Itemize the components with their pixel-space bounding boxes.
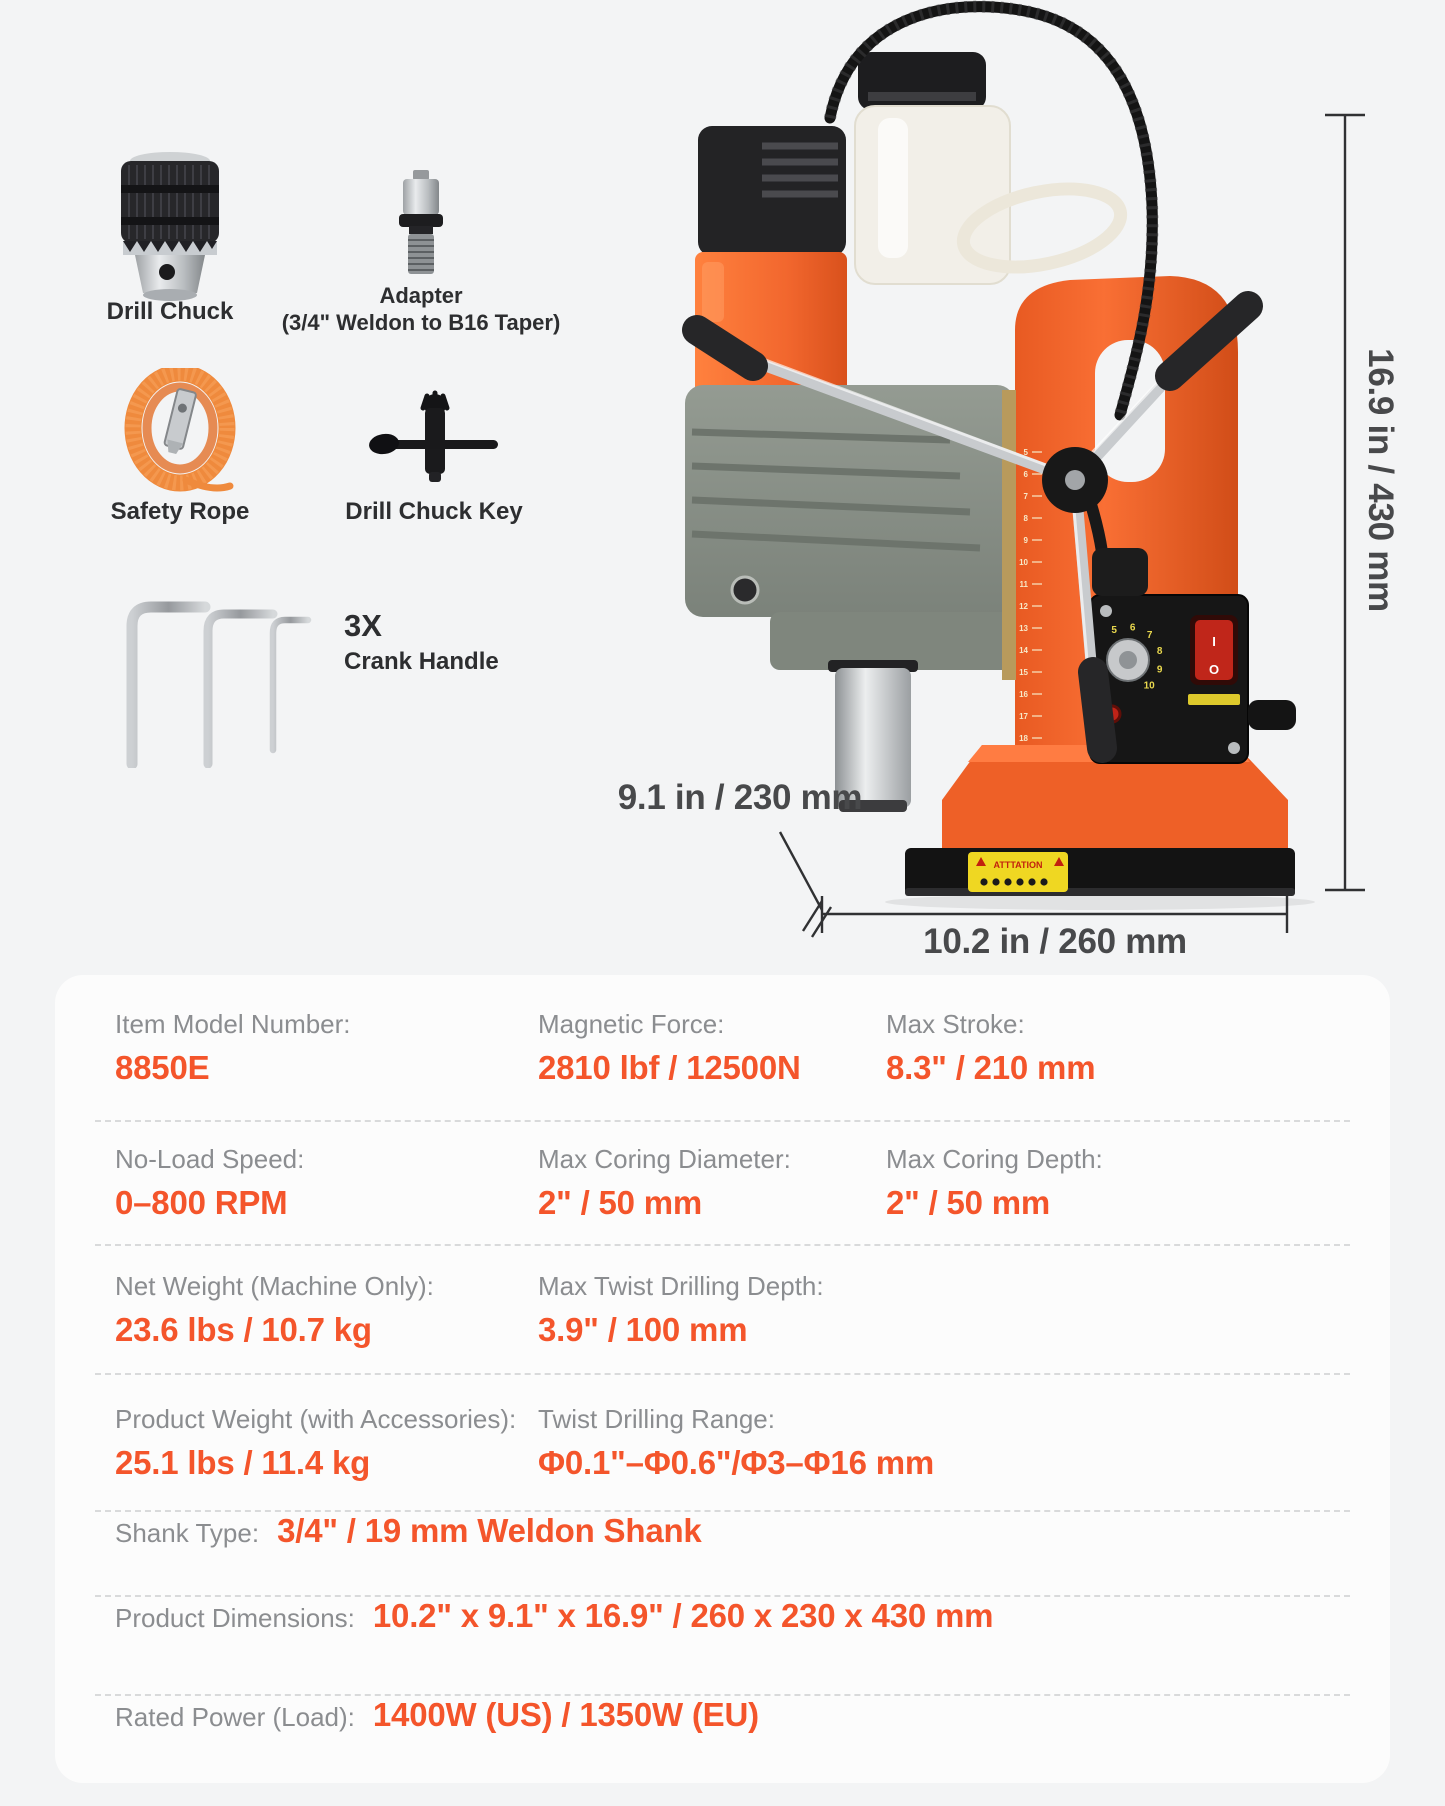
safety-rope-label: Safety Rope bbox=[110, 498, 250, 525]
spec-card bbox=[55, 975, 1390, 1783]
crank-handle-image bbox=[112, 578, 312, 768]
svg-text:12: 12 bbox=[1019, 602, 1028, 611]
width-dimension-label: 10.2 in / 260 mm bbox=[923, 922, 1187, 961]
spec-value: Φ0.1"–Φ0.6"/Φ3–Φ16 mm bbox=[538, 1443, 934, 1481]
spec-value: 1400W (US) / 1350W (EU) bbox=[372, 1696, 759, 1733]
spec-row-rated-power bbox=[55, 1696, 1390, 1781]
svg-text:13: 13 bbox=[1019, 624, 1028, 633]
spec-label: Product Dimensions: bbox=[115, 1603, 355, 1633]
spec-value: 3.9" / 100 mm bbox=[538, 1310, 748, 1348]
spec-product-weight bbox=[115, 1404, 538, 1482]
spec-label: Rated Power (Load): bbox=[115, 1702, 355, 1732]
crank-handle-qty: 3X bbox=[344, 608, 382, 643]
switch-on-mark: I bbox=[1212, 634, 1216, 649]
spec-row-2 bbox=[55, 1122, 1390, 1244]
depth-dimension-label: 9.1 in / 230 mm bbox=[617, 778, 863, 817]
spec-value: 3/4" / 19 mm Weldon Shank bbox=[277, 1512, 702, 1549]
svg-text:16: 16 bbox=[1019, 690, 1028, 699]
spec-label: Max Stroke: bbox=[886, 1008, 1025, 1039]
warning-sticker bbox=[968, 852, 1068, 892]
svg-text:18: 18 bbox=[1019, 734, 1028, 743]
spec-label: Magnetic Force: bbox=[538, 1008, 725, 1039]
spec-magnetic-force bbox=[538, 1009, 886, 1087]
spec-label: Max Coring Depth: bbox=[886, 1144, 1103, 1174]
spec-value: 10.2" x 9.1" x 16.9" / 260 x 230 x 430 mm bbox=[372, 1597, 994, 1634]
svg-text:5: 5 bbox=[1111, 625, 1117, 637]
spec-twist-drilling-range bbox=[538, 1404, 1345, 1482]
adapter-label: Adapter bbox=[379, 283, 463, 308]
spec-item-model-number bbox=[115, 1009, 538, 1087]
spec-value: 8.3" / 210 mm bbox=[886, 1048, 1096, 1086]
spec-row-3 bbox=[55, 1246, 1390, 1373]
spec-label: Product Weight (with Accessories): bbox=[115, 1403, 517, 1434]
spec-row-product-dimensions bbox=[55, 1597, 1390, 1694]
spec-value: 2" / 50 mm bbox=[886, 1184, 1051, 1221]
spec-row-4 bbox=[55, 1375, 1390, 1510]
spec-max-twist-drilling-depth bbox=[538, 1271, 1345, 1349]
svg-text:5: 5 bbox=[1023, 448, 1028, 457]
spec-max-stroke bbox=[886, 1009, 1345, 1087]
spec-value: 8850E bbox=[115, 1048, 210, 1086]
spec-no-load-speed bbox=[115, 1144, 538, 1222]
svg-text:6: 6 bbox=[1023, 470, 1028, 479]
spec-label: Shank Type: bbox=[115, 1518, 260, 1548]
spec-value: 23.6 lbs / 10.7 kg bbox=[115, 1310, 372, 1348]
safety-rope-image bbox=[124, 368, 240, 496]
drill-chuck-image bbox=[105, 145, 235, 305]
svg-text:ATTTATION: ATTTATION bbox=[993, 860, 1043, 870]
height-dimension-label: 16.9 in / 430 mm bbox=[1361, 348, 1400, 612]
svg-text:7: 7 bbox=[1146, 630, 1153, 642]
crank-handle-label: Crank Handle bbox=[344, 648, 499, 675]
magnetic-drill-image bbox=[650, 0, 1310, 910]
spec-max-coring-depth bbox=[886, 1144, 1345, 1222]
svg-text:8: 8 bbox=[1023, 514, 1028, 523]
svg-text:9: 9 bbox=[1023, 536, 1028, 545]
spec-value: 2810 lbf / 12500N bbox=[538, 1048, 801, 1086]
svg-text:15: 15 bbox=[1019, 668, 1028, 677]
svg-text:11: 11 bbox=[1019, 580, 1028, 589]
adapter-image bbox=[393, 170, 449, 280]
svg-text:9: 9 bbox=[1156, 664, 1163, 676]
spec-value: 0–800 RPM bbox=[115, 1184, 288, 1221]
drill-chuck-label: Drill Chuck bbox=[106, 298, 234, 325]
spec-net-weight bbox=[115, 1271, 538, 1349]
drill-chuck-key-image bbox=[368, 388, 500, 488]
spec-row-shank-type bbox=[55, 1512, 1390, 1595]
spec-label: Twist Drilling Range: bbox=[538, 1403, 775, 1434]
svg-text:17: 17 bbox=[1019, 712, 1028, 721]
svg-text:14: 14 bbox=[1019, 646, 1028, 655]
spec-row-1 bbox=[55, 975, 1390, 1120]
svg-text:7: 7 bbox=[1023, 492, 1028, 501]
svg-text:6: 6 bbox=[1129, 622, 1136, 634]
spec-label: Item Model Number: bbox=[115, 1008, 351, 1039]
spec-label: Max Coring Diameter: bbox=[538, 1144, 791, 1174]
switch-off-mark: O bbox=[1208, 662, 1220, 677]
drill-chuck-key-label: Drill Chuck Key bbox=[345, 498, 523, 525]
spec-label: No-Load Speed: bbox=[115, 1144, 305, 1174]
svg-text:10: 10 bbox=[1019, 558, 1028, 567]
spec-value: 25.1 lbs / 11.4 kg bbox=[115, 1443, 371, 1481]
svg-text:10: 10 bbox=[1143, 680, 1155, 692]
spec-max-coring-diameter bbox=[538, 1144, 886, 1222]
svg-text:8: 8 bbox=[1156, 645, 1163, 657]
adapter-sublabel: (3/4" Weldon to B16 Taper) bbox=[281, 310, 561, 335]
spec-value: 2" / 50 mm bbox=[538, 1184, 703, 1221]
spec-label: Max Twist Drilling Depth: bbox=[538, 1270, 824, 1301]
spec-label: Net Weight (Machine Only): bbox=[115, 1270, 434, 1301]
